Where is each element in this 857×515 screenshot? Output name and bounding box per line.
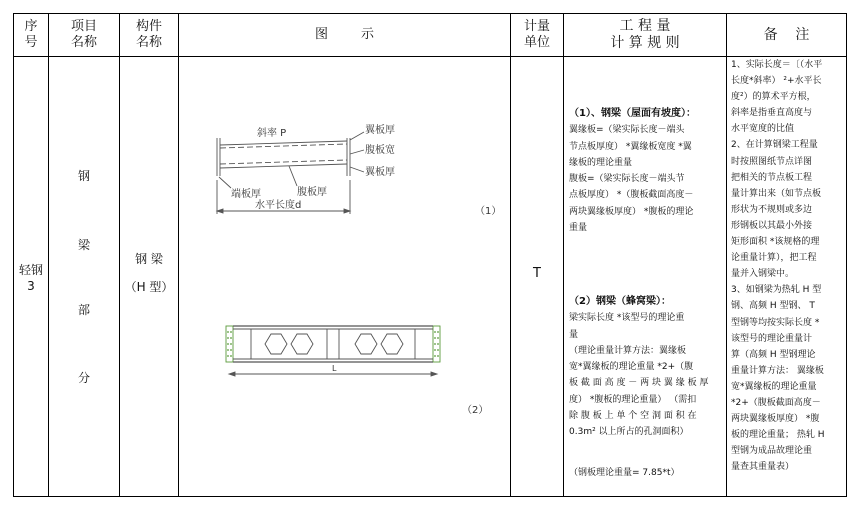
rule-1-line: 两块翼缘板厚度） *腹板的理论 <box>569 206 694 217</box>
remark-line: 量查其重量表） <box>731 462 795 473</box>
remark-line: 1、实际长度＝〔（水平 <box>731 60 823 70</box>
rule-1-line: 缘板的理论重量 <box>569 157 633 168</box>
rule-1-line: 重量 <box>569 223 588 234</box>
remark-line: 型钢为成品故理论重 <box>731 446 813 457</box>
remark-line: 板的理论重量； 热轧 H <box>731 430 825 441</box>
remark-line: 重量计算方法： 翼缘板 <box>731 365 824 376</box>
rule-1-line: 腹板=（梁实际长度－端头节 <box>569 174 685 185</box>
label-length-l: L <box>332 364 337 373</box>
header-seq: 序 号 <box>24 19 38 50</box>
label-horizontal-length: 水平长度d <box>255 200 302 211</box>
col-line-6 <box>726 13 727 497</box>
label-web-thickness: 腹板厚 <box>297 187 327 198</box>
remark-line: 水平宽度的比值 <box>731 124 795 135</box>
row-item-char-1: 钢 <box>77 169 90 183</box>
col-line-7 <box>846 13 847 497</box>
header-figure: 图 示 <box>314 27 375 42</box>
header-remark: 备 注 <box>763 27 810 43</box>
col-line-4 <box>510 13 511 497</box>
rule-2-line: 梁实际长度 *该型号的理论重 <box>569 313 685 324</box>
rule-2-line: （理论重量计算方法：翼缘板 <box>569 345 687 356</box>
header-calc-rule: 工 程 量 计 算 规 则 <box>610 18 680 51</box>
remarks <box>731 57 845 475</box>
remark-line: 宽*翼缘板的理论重量 <box>731 381 817 392</box>
row-item-char-3: 部 <box>77 303 90 317</box>
calc-rules <box>569 106 725 236</box>
figure-sloped-beam <box>179 100 510 230</box>
rule-2-line: 0.3m² 以上所占的孔洞面积） <box>569 427 689 438</box>
remark-line: 时按照图纸节点详图 <box>731 156 813 167</box>
remark-line: 型钢等均按实际长度 * <box>731 317 820 328</box>
rule-1-line: 翼缘板=（梁实际长度－端头 <box>569 125 685 136</box>
table-border-top <box>13 13 847 14</box>
remark-line: 该型号的理论重量计 <box>731 333 813 344</box>
row-component-name: 钢 梁 （H 型） <box>124 252 174 294</box>
rule-2-line: 宽*翼缘板的理论重量 *2+（腹 <box>569 362 694 373</box>
row-unit: T <box>533 266 541 281</box>
rule-1-line: 节点板厚度） *翼缘板宽度 *翼 <box>569 141 692 152</box>
label-web-width: 腹板宽 <box>365 145 395 156</box>
header-divider <box>13 56 847 57</box>
rule-2-line: 度） *腹板的理论重量） （需扣 <box>569 394 697 405</box>
col-line-0 <box>13 13 14 497</box>
remark-line: 把相关的节点板工程 <box>731 172 813 183</box>
col-line-3 <box>178 13 179 497</box>
figure-castellated-beam <box>179 318 510 418</box>
col-line-1 <box>48 13 49 497</box>
remark-line: 度²）的算术平方根， <box>731 92 816 103</box>
label-flange-thickness-top: 翼板厚 <box>365 125 395 136</box>
header-component-name: 构件 名称 <box>135 19 162 50</box>
calc-rules-2 <box>569 294 725 441</box>
remark-line: 形钢板以其最小外接 <box>731 220 813 231</box>
rule-2-line: 量 <box>569 329 579 340</box>
table-border-bottom <box>13 496 847 497</box>
remark-line: 算（高频 H 型钢理论 <box>731 349 816 360</box>
remark-line: *2+（腹板截面高度－ <box>731 397 821 408</box>
rule-2-line: 板 截 面 高 度 － 两 块 翼 缘 板 厚 <box>569 378 709 389</box>
label-flange-thickness-bottom: 翼板厚 <box>365 167 395 178</box>
remark-line: 矩形面积 *该规格的理 <box>731 237 820 248</box>
rule-1-title: （1）、钢梁（屋面有坡度）： <box>569 108 696 119</box>
row-seq: 轻钢 3 <box>18 263 43 293</box>
remark-line: 长度*斜率） ²+水平长 <box>731 76 822 87</box>
remark-line: 量计算出来（如节点板 <box>731 188 822 199</box>
rule-1-line: 点板厚度） *（腹板截面高度－ <box>569 190 694 201</box>
figure-1-label: （1） <box>475 206 502 217</box>
col-line-5 <box>563 13 564 497</box>
rule-2-line: 除 腹 板 上 单 个 空 洞 面 积 在 <box>569 411 697 422</box>
row-item-char-2: 梁 <box>77 238 90 252</box>
remark-line: 形状为不规则或多边 <box>731 204 813 215</box>
remark-line: 2、在计算钢梁工程量 <box>731 140 818 151</box>
remark-line: 钢、高频 H 型钢、 T <box>731 301 815 312</box>
remark-line: 两块翼缘板厚度） *腹 <box>731 414 820 425</box>
figure-2-label: （2） <box>462 405 489 416</box>
label-slope: 斜率 P <box>257 128 287 139</box>
remark-line: 3、如钢梁为热轧 H 型 <box>731 285 822 296</box>
header-unit: 计量 单位 <box>523 19 550 50</box>
rule-2-title: （2）钢梁（蜂窝梁）： <box>569 296 671 307</box>
header-item-name: 项目 名称 <box>70 19 97 50</box>
label-end-plate-thickness: 端板厚 <box>231 189 261 200</box>
remark-line: 量并入钢梁中。 <box>731 269 795 280</box>
row-item-char-4: 分 <box>77 371 90 385</box>
remark-line: 斜率是指垂直高度与 <box>731 108 813 119</box>
remark-line: 论重量计算），把工程 <box>731 253 817 264</box>
rule-2-footer: （钢板理论重量= 7.85*t） <box>569 468 680 478</box>
